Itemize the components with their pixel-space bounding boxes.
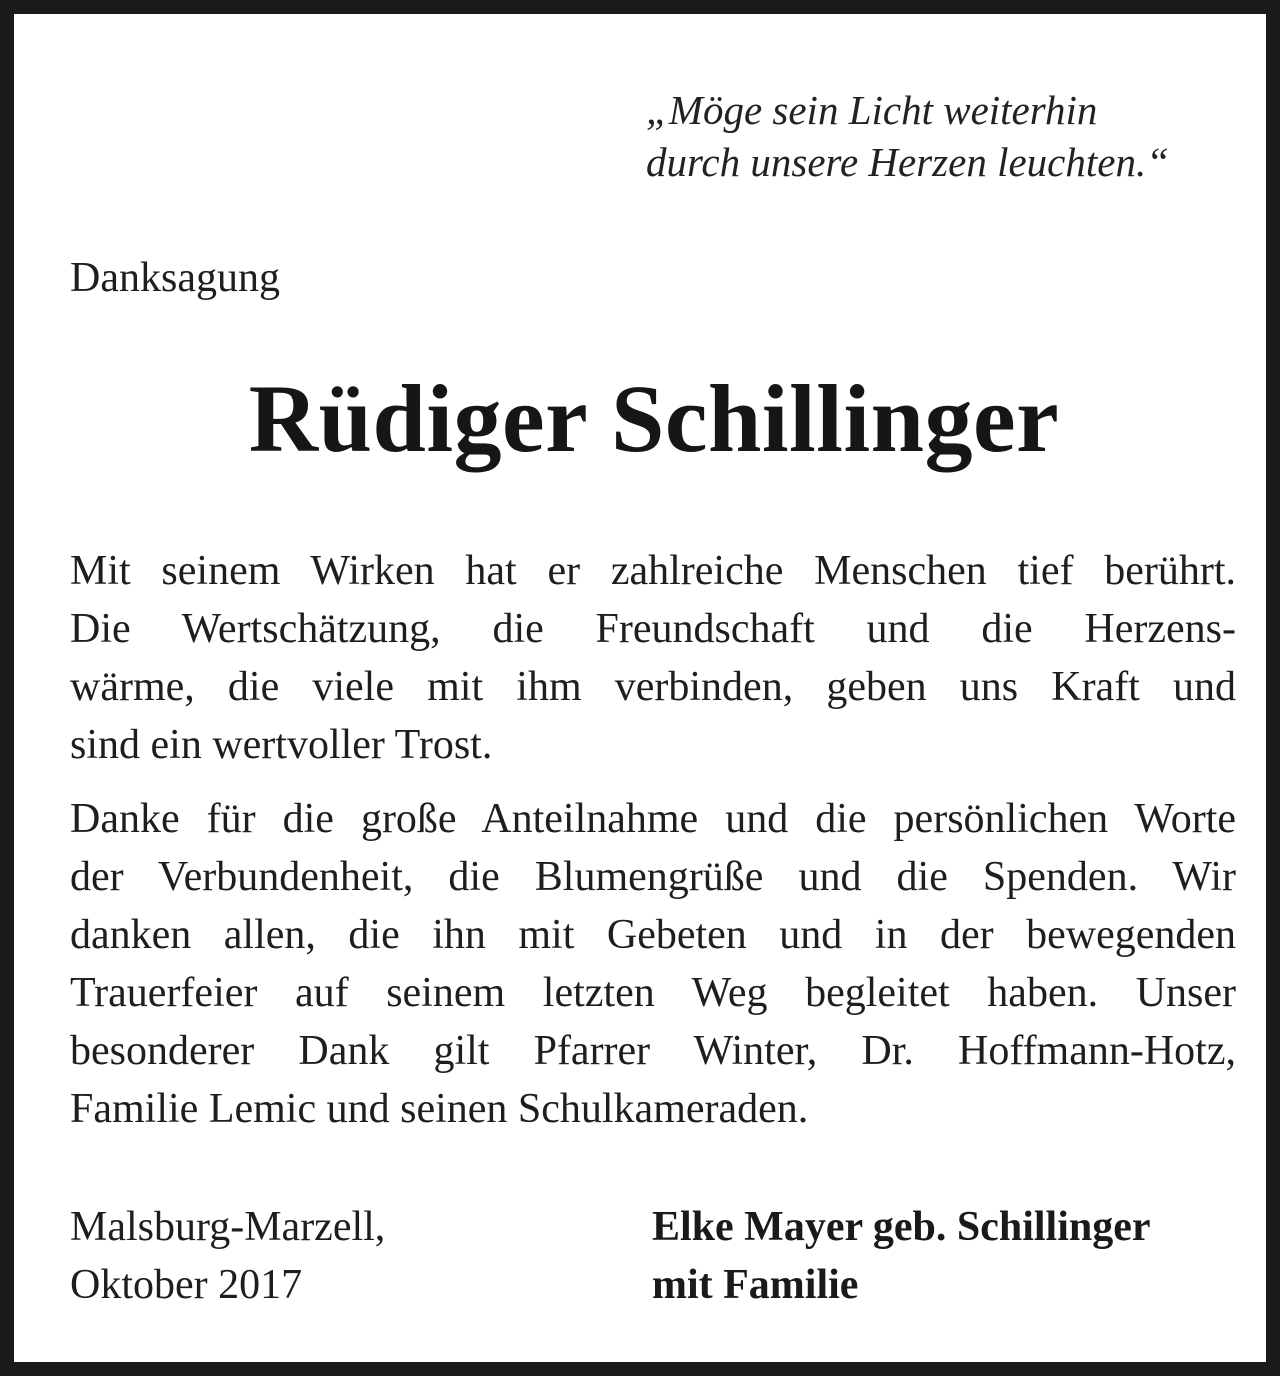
signer-family: mit Familie xyxy=(652,1262,859,1308)
text-line: danken allen, die ihn mit Gebeten und in der bewegenden xyxy=(70,912,1236,958)
text-line: besonderer Dank gilt Pfarrer Winter, Dr. Hoffmann-Hotz, xyxy=(70,1028,1236,1074)
place-line: Malsburg-Marzell, xyxy=(70,1204,386,1250)
quote-line: „Möge sein Licht weiterhin xyxy=(646,87,1098,133)
paragraph-tribute xyxy=(70,542,1236,774)
text-line: Die Wertschätzung, die Freundschaft und die Herzens- xyxy=(70,606,1236,652)
signer-name: Elke Mayer geb. Schillinger xyxy=(652,1204,1151,1250)
deceased-name: Rüdiger Schillinger xyxy=(248,365,1060,472)
place-date xyxy=(70,1198,385,1314)
text-line: sind ein wertvoller Trost. xyxy=(70,722,493,768)
text-line: Trauerfeier auf seinem letzten Weg begleitet haben. Unser xyxy=(70,970,1236,1016)
signatory xyxy=(652,1198,1151,1314)
notice-label: Danksagung xyxy=(70,255,280,301)
quote-line: durch unsere Herzen leuchten.“ xyxy=(646,139,1170,185)
text-line: Familie Lemic und seinen Schulkameraden. xyxy=(70,1086,809,1132)
text-line: wärme, die viele mit ihm verbinden, geben uns Kraft und xyxy=(70,664,1236,710)
date-line: Oktober 2017 xyxy=(70,1262,303,1308)
text-line: der Verbundenheit, die Blumengrüße und die Spenden. Wir xyxy=(70,854,1236,900)
text-line: Mit seinem Wirken hat er zahlreiche Menschen tief berührt. xyxy=(70,548,1236,594)
text-line: Danke für die große Anteilnahme und die persönlichen Worte xyxy=(70,796,1236,842)
epigraph-quote xyxy=(646,84,1256,188)
paragraph-thanks xyxy=(70,790,1236,1138)
